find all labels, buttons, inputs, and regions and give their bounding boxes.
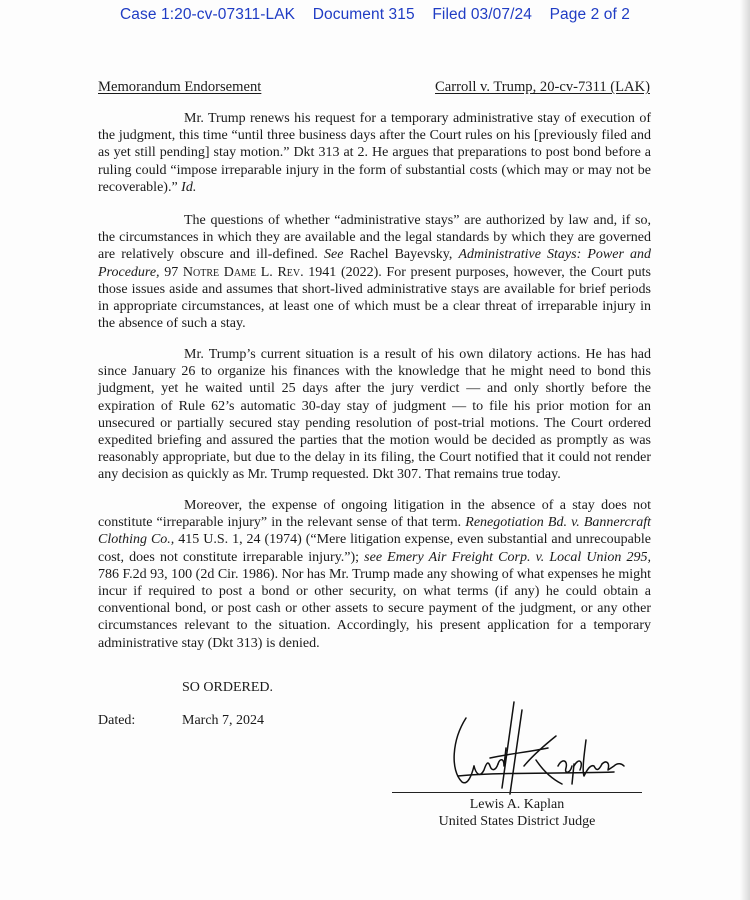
paragraph-2-text-d: 1941 (2022). For present purposes, however, the Court puts those issues aside and assumes that short-lived administrative stays are available for brief periods in appropriate circumstances, at least one of which must be a clear threat of irreparable injury in the absence of such a stay. [98, 264, 652, 332]
signature-line [392, 792, 642, 793]
journal-name: Notre Dame L. Rev. [182, 264, 304, 280]
case-citation-renegotiation: Renegotiation Bd. v. Bannercraft Clothing Co., [98, 515, 652, 548]
paragraph-4-text-c: 786 F.2d 93, 100 (2d Cir. 1986). Nor has Mr. Trump made any showing of what expenses he might incur if required to post a bond or other security, on what terms (if any) he could obtain a conventional bond, or post cash or other assets to secure payment of the judgment, or any other circumstances relevant to the situation. Accordingly, his present application for a temporary administrative stay (Dkt 313) is denied. [98, 566, 652, 651]
paragraph-2 [98, 212, 651, 332]
paragraph-3: Mr. Trump’s current situation is a result of his own dilatory actions. He has had since January 26 to organize his finances with the knowledge that he might need to bond this judgment, yet he waited until 25 days after the jury verdict — and only shortly before the expiration of Rule 62’s automatic 30-day stay of judgment — to file his prior motion for an unsecured or partially secured stay pending resolution of post-trial motions. The Court ordered expedited briefing and assured the parties that the motion would be decided as promptly as was reasonably appropriate, but due to the delay in its filing, the Court notified that it could not render any decision as quickly as Mr. Trump requested. Dkt 307. That remains true today. [98, 347, 651, 483]
paragraph-4-text-a: Moreover, the expense of ongoing litigation in the absence of a stay does not constitute “irreparable injury” in the relevant sense of that term. [98, 498, 651, 531]
dated-label: Dated: [98, 713, 136, 728]
judge-title: United States District Judge [438, 814, 596, 829]
signal-see: See [324, 247, 344, 263]
paragraph-2-text-c: 97 [159, 264, 183, 280]
paragraph-1-text: Mr. Trump renews his request for a temporary administrative stay of execution of the judgment, this time “until three business days after the Court rules on his [previously filed and as yet still pending] stay motion.” Dkt 313 at 2. He argues that preparations to post bond before a ruling could “impose irreparable injury in the form of substantial costs (which may or may not be recoverable).” [98, 111, 651, 195]
case-citation-emery: see Emery Air Freight Corp. v. Local Union 295, [364, 549, 651, 565]
paragraph-2-text-a: The questions of whether “administrative stays” are authorized by law and, if so, the circumstances in which they are available and the legal standards by which they are governed are relatively obscure and ill-defined. [98, 213, 651, 263]
page-edge-shadow [740, 0, 750, 900]
memo-endorsement-label: Memorandum Endorsement [98, 79, 262, 95]
citation-id: Id. [181, 179, 197, 195]
article-title: Administrative Stays: Power and Procedure, [98, 247, 651, 280]
case-caption: Carroll v. Trump, 20-cv-7311 (LAK) [435, 79, 650, 95]
so-ordered: SO ORDERED. [182, 680, 274, 695]
judge-signature [438, 700, 628, 800]
paragraph-1 [98, 110, 651, 196]
dated-value: March 7, 2024 [182, 713, 265, 728]
paragraph-4 [98, 497, 651, 652]
memo-heading-row [98, 79, 650, 96]
judge-name: Lewis A. Kaplan [469, 797, 565, 812]
paragraph-4-text-b: 415 U.S. 1, 24 (1974) (“Mere litigation expense, even substantial and unrecoupable cost, does not constitute irreparable injury.”); [98, 532, 651, 565]
case-header: Case 1:20-cv-07311-LAK Document 315 Filed 03/07/24 Page 2 of 2 [119, 6, 630, 23]
paragraph-2-text-b: Rachel Bayevsky, [343, 247, 459, 263]
